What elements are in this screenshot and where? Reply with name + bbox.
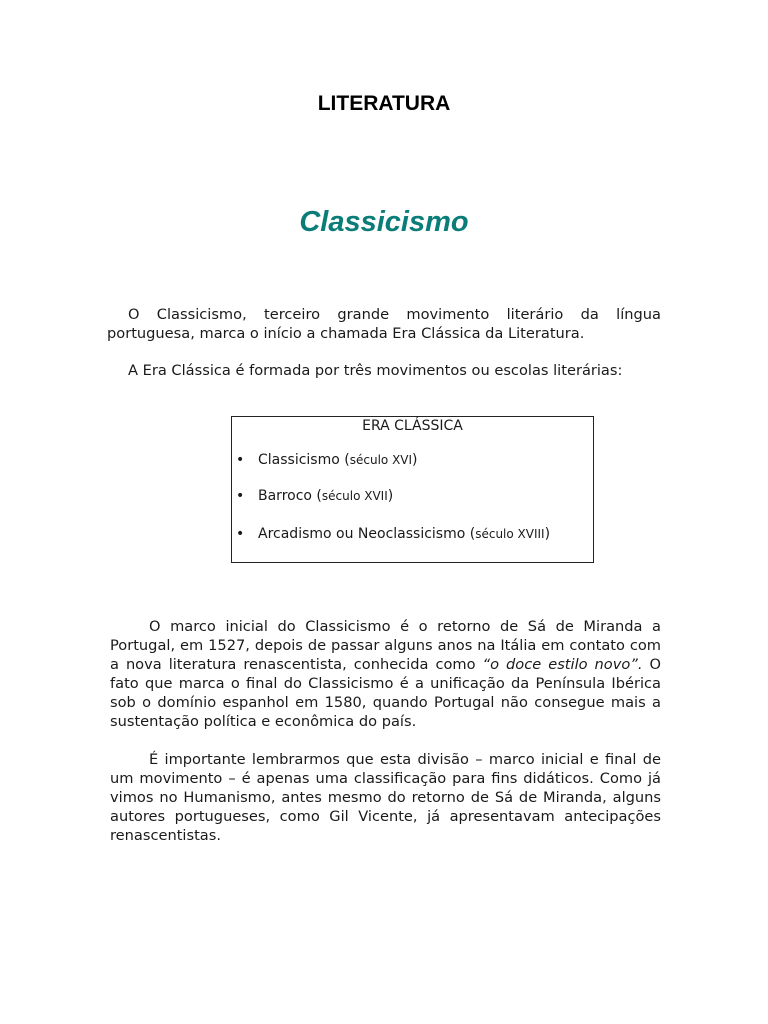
page-heading: LITERATURA bbox=[317, 92, 451, 115]
era-item-open: ( bbox=[339, 452, 350, 468]
bullet-icon: • bbox=[236, 452, 245, 468]
era-list-item bbox=[236, 488, 393, 504]
era-item-open: ( bbox=[465, 526, 476, 542]
intro-paragraph-text: O Classicismo, terceiro grande movimento literário da língua portuguesa, marca o início a chamada Era Clássica da Literatura. bbox=[107, 306, 661, 342]
era-item-period: século XVI bbox=[349, 453, 413, 467]
era-item-name: Arcadismo ou Neoclassicismo bbox=[258, 526, 466, 542]
era-item-name: Barroco bbox=[258, 488, 312, 504]
era-item-close: ) bbox=[412, 452, 418, 468]
era-item-open: ( bbox=[311, 488, 322, 504]
paragraph4-text: É importante lembrarmos que esta divisão – marco inicial e final de um movimento – é apenas uma classificação para fins didáticos. Como já vimos no Humanismo, antes mesmo do retorno de Sá de Miranda, alguns autores portugueses, como Gil Vicente, já apresentavam antecipações renascentistas. bbox=[110, 751, 661, 844]
paragraph3-after: O fato que marca o final do Classicismo é a unificação da Península Ibérica sob o domínio espanhol em 1580, quando Portugal não consegue mais a sustentação política e econômica do país. bbox=[110, 656, 661, 730]
intro-paragraph bbox=[107, 305, 661, 343]
era-intro-paragraph bbox=[107, 361, 661, 380]
bullet-icon: • bbox=[236, 488, 245, 504]
era-item-name: Classicismo bbox=[258, 452, 340, 468]
era-item-close: ) bbox=[544, 526, 551, 542]
era-list-item bbox=[236, 526, 550, 542]
paragraph3-quote: “o doce estilo novo”. bbox=[482, 656, 643, 673]
divisao-paragraph bbox=[110, 750, 661, 845]
marco-inicial-paragraph bbox=[110, 617, 661, 731]
era-intro-text: A Era Clássica é formada por três movimentos ou escolas literárias: bbox=[128, 362, 623, 379]
bullet-icon: • bbox=[236, 526, 245, 542]
era-box-title: ERA CLÁSSICA bbox=[362, 418, 463, 434]
paragraph3-before: O marco inicial do Classicismo é o retorno de Sá de Miranda a Portugal, em 1527, depois de passar alguns anos na Itália em contato com a nova literatura renascentista, conhecida como bbox=[110, 618, 661, 673]
era-classica-box bbox=[231, 416, 594, 563]
era-item-period: século XVII bbox=[321, 489, 388, 503]
era-list-item bbox=[236, 452, 418, 468]
page-subtitle: Classicismo bbox=[299, 206, 469, 238]
era-item-period: século XVIII bbox=[475, 527, 545, 541]
era-item-close: ) bbox=[387, 488, 394, 504]
